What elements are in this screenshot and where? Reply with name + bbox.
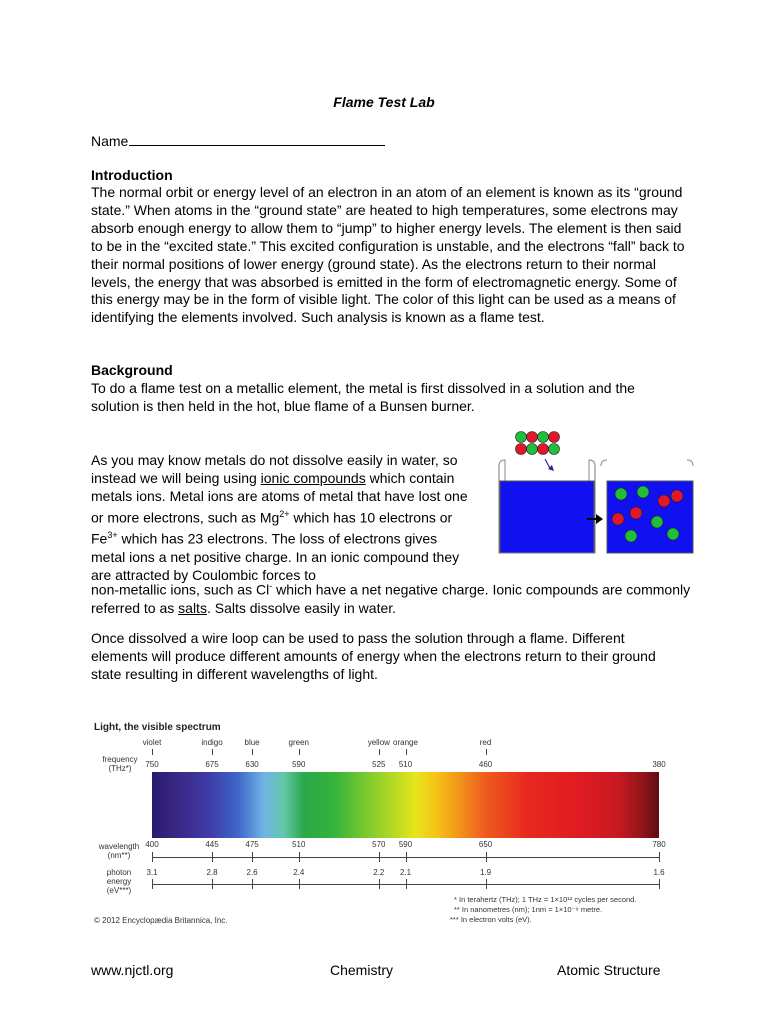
color-name-orange: orange [393,738,418,747]
background-paragraph-2-cont [91,578,691,617]
color-tick [252,749,253,755]
dissolving-diagram [497,428,697,558]
photon-label-line1: photon [106,868,132,877]
wavelength-value: 445 [205,840,219,849]
name-label: Name [91,133,129,149]
spectrum-band [152,772,659,838]
background-p1-text: To do a flame test on a metallic element, the metal is first dissolved in a solution and the solution is then held in the hot, blue flame of a Bunsen burner. [91,380,635,414]
introduction-paragraph [91,184,691,327]
wavelength-tick [152,852,153,862]
color-tick [379,749,380,755]
bg-p2-e: which have a net negative charge. Ionic compounds are commonly referred to as [91,581,691,616]
frequency-value: 460 [478,760,493,769]
color-tick [212,749,213,755]
energy-tick [299,879,300,889]
wavelength-tick [379,852,380,862]
bg-p2-c: which has 10 electrons or Fe [91,509,453,547]
energy-tick [659,879,660,889]
color-name-blue: blue [244,738,260,747]
energy-value: 1.9 [479,868,492,877]
bg-p2-d-tail: non-metallic ions, such as Cl [91,581,270,598]
frequency-value: 750 [145,760,159,769]
introduction-heading: Introduction [91,167,173,183]
beaker-water [499,460,595,553]
bg-p2-d: which has 23 electrons. The loss of electrons gives metal ions a net positive charge. In an ionic compound they are attracted by Coulombic forces to [91,530,460,583]
bg-p2-f: . Salts dissolve easily in water. [206,599,397,616]
photon-label-line3: (eV***) [106,886,132,895]
cl-charge: - [269,581,273,591]
wavelength-tick [486,852,487,862]
energy-tick [379,879,380,889]
frequency-label-line1: frequency [102,755,138,764]
wavelength-value: 650 [478,840,493,849]
background-heading: Background [91,362,173,378]
photon-energy-label [94,868,144,895]
wavelength-tick [212,852,213,862]
energy-tick [486,879,487,889]
energy-tick [252,879,253,889]
wavelength-label-line1: wavelength [98,842,140,851]
energy-tick [152,879,153,889]
frequency-value: 630 [245,760,259,769]
background-paragraph-3 [91,630,681,684]
energy-value: 2.4 [293,868,305,877]
energy-value: 2.1 [399,868,412,877]
background-p3-text: Once dissolved a wire loop can be used to pass the solution through a flame. Different elements will produce different amounts of energy when the electrons return to their ground state resulting in different wavelengths of light. [91,630,656,682]
frequency-value: 675 [205,760,219,769]
note-electron-volts: *** In electron volts (eV). [450,915,532,924]
footer-website: www.njctl.org [91,962,174,978]
energy-tick [406,879,407,889]
background-paragraph-2 [91,452,475,585]
bg-p2-a: As you may know metals do not dissolve easily in water, so instead we will being using [91,452,458,486]
wavelength-label [92,842,146,860]
beaker-solution [601,460,693,553]
wavelength-tick [299,852,300,862]
energy-tick [212,879,213,889]
salts-term: salts [178,599,207,616]
copyright: © 2012 Encyclopædia Britannica, Inc. [94,916,228,925]
dissolving-diagram-svg [497,428,697,558]
page-title: Flame Test Lab [333,94,435,110]
wavelength-tick [406,852,407,862]
frequency-label-line2: (THz*) [108,764,132,773]
energy-value: 1.6 [653,868,665,877]
energy-value: 2.6 [246,868,258,877]
wavelength-value: 570 [372,840,386,849]
energy-value: 2.2 [373,868,385,877]
note-terahertz: * In terahertz (THz); 1 THz = 1×10¹² cycles per second. [454,895,637,904]
visible-spectrum-figure [90,718,680,930]
wavelength-value: 780 [652,840,666,849]
photon-label-line2: energy [106,877,132,886]
wavelength-value: 475 [245,840,259,849]
name-field [91,131,385,149]
frequency-label [94,755,146,773]
wavelength-tick [659,852,660,862]
wavelength-tick [252,852,253,862]
frequency-value: 590 [292,760,306,769]
introduction-text: The normal orbit or energy level of an electron in an atom of an element is known as its “ground state.” When atoms in the “ground state” are heated to high temperatures, some electrons may absorb enough energy to allow them to “jump” to higher energy levels. The element is then said to be in the “excited state.” This excited configuration is unstable, and the electrons “fall” back to their normal positions of lower energy (ground state). As the electrons return to their normal levels, the energy that was absorbed is emitted in the form of electromagnetic energy. Some of this energy may be in the form of visible light. The color of this light can be used as a means of identifying the elements involved. Such analysis is known as a flame test. [91,184,685,326]
color-name-red: red [479,738,492,747]
wavelength-value: 400 [145,840,159,849]
bg-p2-b: which contain metals ions. Metal ions are atoms of metal that have lost one or more electrons, such as Mg [91,469,468,526]
footer-subject: Chemistry [330,962,394,978]
frequency-value: 510 [398,760,413,769]
color-tick [486,749,487,755]
wavelength-value: 590 [398,840,413,849]
footer-unit: Atomic Structure [557,962,661,978]
color-name-violet: violet [142,738,162,747]
name-blank-line [129,131,385,146]
frequency-value: 380 [652,760,666,769]
color-name-indigo: indigo [201,738,223,747]
wavelength-label-line2: (nm**) [107,851,131,860]
wavelength-value: 510 [292,840,306,849]
energy-value: 3.1 [146,868,158,877]
ionic-compounds-term: ionic compounds [260,469,366,486]
ionic-crystal [516,432,560,472]
color-name-yellow: yellow [367,738,390,747]
fe-charge: 3+ [107,530,118,541]
color-name-green: green [288,738,309,747]
mg-charge: 2+ [279,508,290,519]
background-paragraph-1 [91,380,691,416]
color-tick [152,749,153,755]
note-nanometres: ** In nanometres (nm); 1nm = 1×10⁻⁹ metre. [454,905,603,914]
spectrum-title: Light, the visible spectrum [94,722,221,733]
energy-value: 2.8 [206,868,218,877]
frequency-value: 525 [372,760,386,769]
color-tick [299,749,300,755]
color-tick [406,749,407,755]
